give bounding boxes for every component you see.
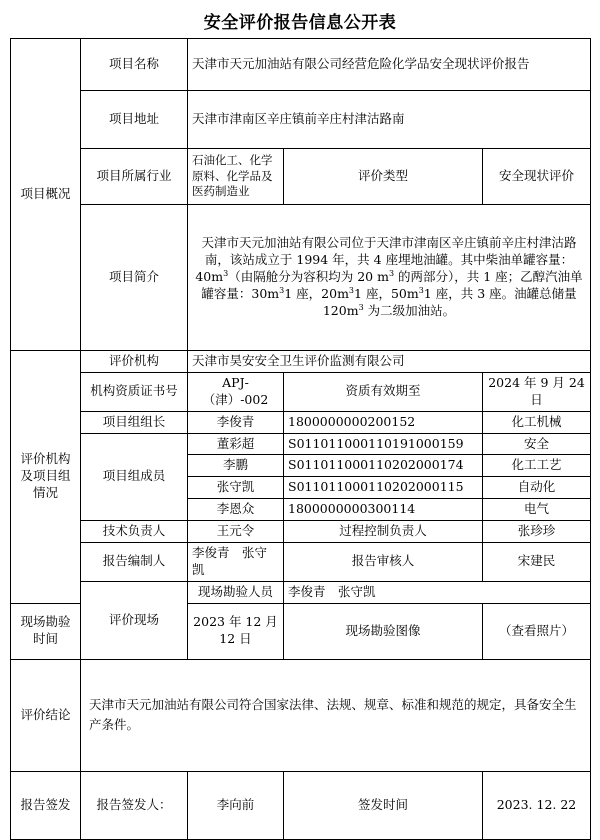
valid-until: 2024 年 9 月 24 日: [483, 372, 591, 411]
member-field: 安全: [483, 433, 591, 455]
process-lead-label: 过程控制负责人: [284, 521, 483, 543]
document-title: 安全评价报告信息公开表: [203, 13, 397, 33]
survey-staff: 李俊青 张守凯: [284, 581, 591, 603]
member-name: 李鹏: [188, 455, 284, 477]
reviewer-name: 宋建民: [483, 542, 591, 581]
valid-label: 资质有效期至: [284, 372, 483, 411]
project-name-label: 项目名称: [81, 39, 188, 91]
member-field: 自动化: [483, 477, 591, 499]
author-label: 报告编制人: [81, 542, 188, 581]
project-intro: 天津市天元加油站有限公司位于天津市津南区辛庄镇前辛庄村津沽路南，该站成立于 1994 年，共 4 座埋地油罐。其中柴油单罐容量：$40m^3$（由隔舱分为容积均为 20 $m^3$ 的两部分），共 1 座；乙醇汽油单罐容量：$30m^31$ 座，$20m^31$ 座，$50m^31$ 座，共 3 座。油罐总储量 $120m^3$ 为二级加油站。: [188, 205, 591, 351]
project-address: 天津市津南区辛庄镇前辛庄村津沽路南: [188, 91, 591, 149]
issue-time: 2023. 12. 22: [483, 771, 591, 839]
member-field: 电气: [483, 499, 591, 521]
survey-image-label: 现场勘验图像: [284, 603, 483, 659]
leader-cert: 1800000000200152: [284, 411, 483, 433]
org-label: 评价机构: [81, 351, 188, 373]
issuer-name: 李向前: [188, 771, 284, 839]
member-cert: 1800000000300114: [284, 499, 483, 521]
disclosure-table: [10, 38, 591, 840]
tech-lead-name: 王元令: [188, 521, 284, 543]
eval-type: 安全现状评价: [483, 149, 591, 205]
member-field: 化工工艺: [483, 455, 591, 477]
reviewer-label: 报告审核人: [284, 542, 483, 581]
section-org: 评价机构及项目组情况: [11, 351, 81, 604]
view-photos-link[interactable]: （查看照片）: [483, 603, 591, 659]
process-lead-name: 张珍珍: [483, 521, 591, 543]
conclusion-text: 天津市天元加油站有限公司符合国家法律、法规、规章、标准和规范的规定，具备安全生产条件。: [81, 659, 591, 771]
tech-lead-label: 技术负责人: [81, 521, 188, 543]
cert-no: APJ-（津）-002: [188, 372, 284, 411]
issuer-label: 报告签发人：: [81, 771, 188, 839]
cert-label: 机构资质证书号: [81, 372, 188, 411]
survey-time: 2023 年 12 月 12 日: [188, 603, 284, 659]
project-address-label: 项目地址: [81, 91, 188, 149]
survey-time-label: 现场勘验时间: [11, 603, 81, 659]
member-name: 李恩众: [188, 499, 284, 521]
leader-name: 李俊青: [188, 411, 284, 433]
survey-staff-label: 现场勘验人员: [188, 581, 284, 603]
member-name: 张守凯: [188, 477, 284, 499]
intro-label: 项目简介: [81, 205, 188, 351]
leader-label: 项目组组长: [81, 411, 188, 433]
leader-field: 化工机械: [483, 411, 591, 433]
project-name: 天津市天元加油站有限公司经营危险化学品安全现状评价报告: [188, 39, 591, 91]
industry: 石油化工、化学原料、化学品及医药制造业: [188, 149, 284, 205]
issue-time-label: 签发时间: [284, 771, 483, 839]
industry-label: 项目所属行业: [81, 149, 188, 205]
section-site: 评价现场: [81, 581, 188, 659]
members-label: 项目组成员: [81, 433, 188, 521]
section-overview: 项目概况: [11, 39, 81, 351]
section-signoff: 报告签发: [11, 771, 81, 839]
authors: 李俊青 张守凯: [188, 542, 284, 581]
member-cert: S011011000110202000115: [284, 477, 483, 499]
section-conclusion: 评价结论: [11, 659, 81, 771]
member-cert: S011011000110202000174: [284, 455, 483, 477]
org-name: 天津市昊安安全卫生评价监测有限公司: [188, 351, 591, 373]
member-name: 董彩超: [188, 433, 284, 455]
eval-type-label: 评价类型: [284, 149, 483, 205]
member-cert: S011011000110191000159: [284, 433, 483, 455]
